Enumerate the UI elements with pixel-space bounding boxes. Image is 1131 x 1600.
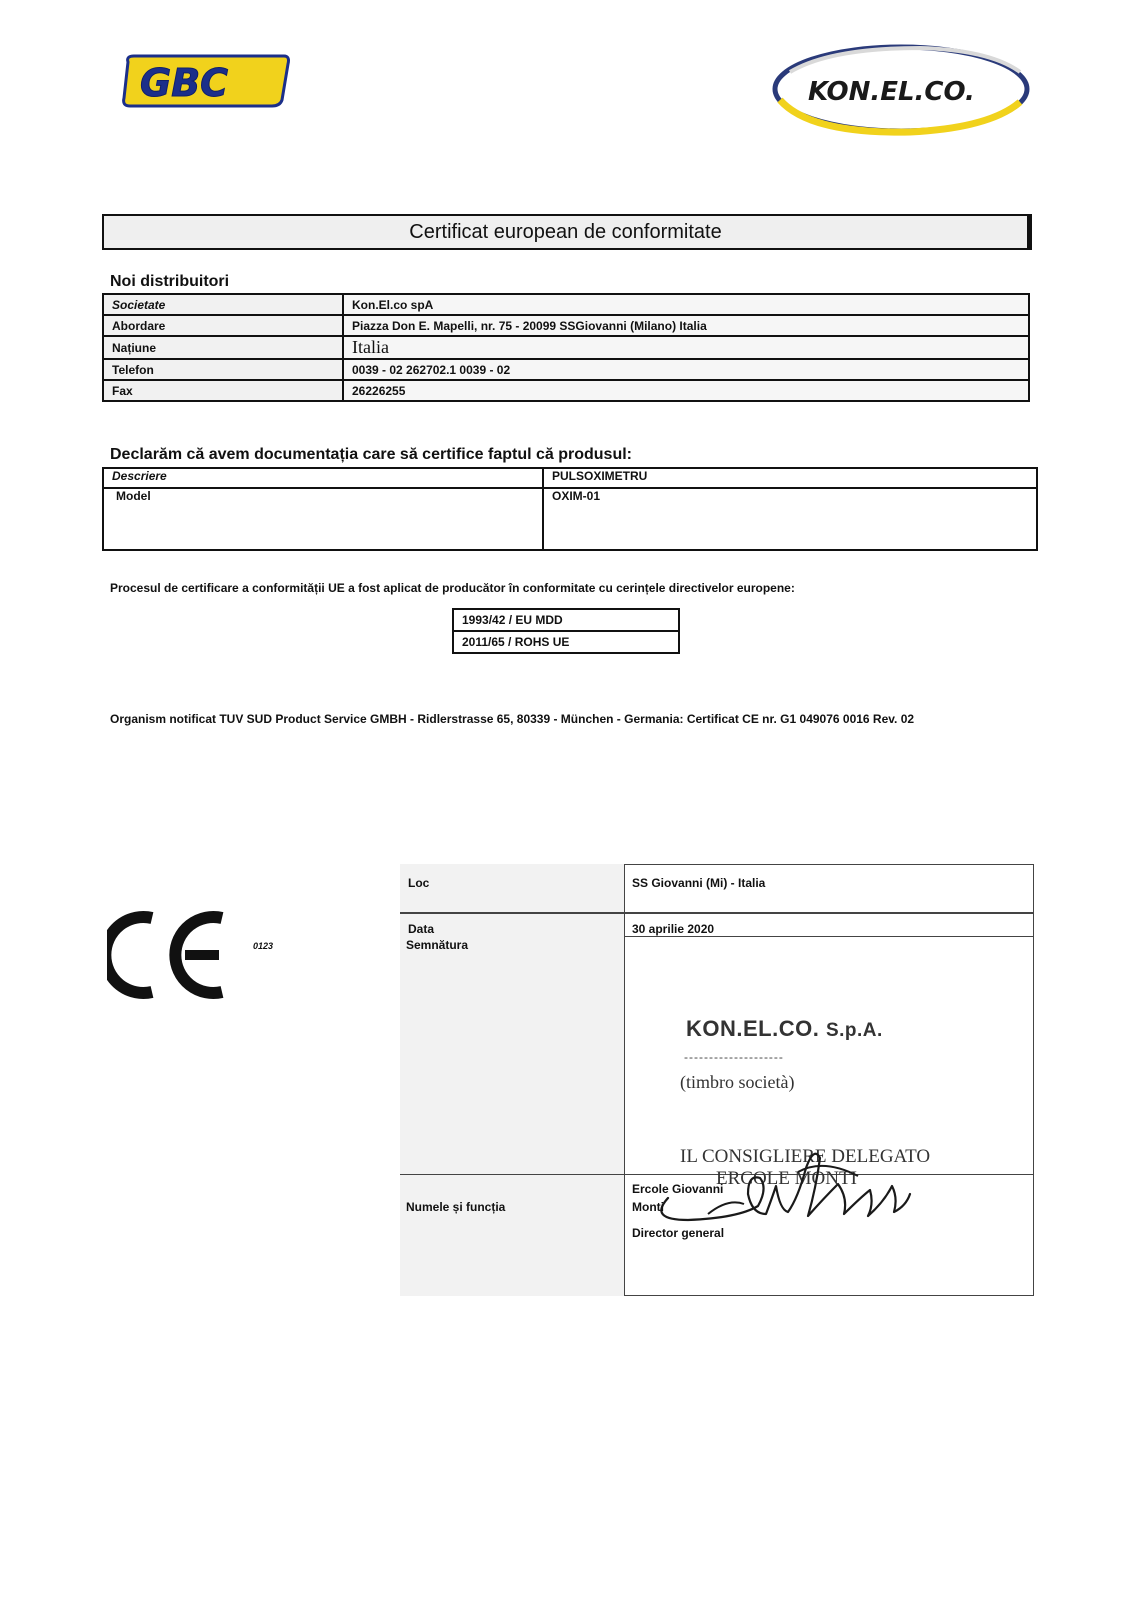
stamp-note: (timbro società) bbox=[680, 1072, 795, 1092]
description-label: Descriere bbox=[103, 468, 543, 488]
table-row bbox=[103, 315, 1029, 336]
divider bbox=[624, 864, 1034, 865]
phone-label: Telefon bbox=[103, 359, 343, 380]
company-label: Societate bbox=[103, 294, 343, 315]
konelco-logo-text: KON.EL.CO. bbox=[808, 77, 975, 107]
table-row bbox=[103, 468, 1037, 488]
gbc-logo bbox=[120, 52, 292, 110]
address-label: Abordare bbox=[103, 315, 343, 336]
signatory-name-line2: Monti bbox=[632, 1200, 664, 1214]
notified-body-text: Organism notificat TUV SUD Product Service GMBH - Ridlerstrasse 65, 80339 - München - Germania: Certificat CE nr. G1 049076 0016 Rev. 02 bbox=[110, 712, 915, 726]
address-value: Piazza Don E. Mapelli, nr. 75 - 20099 SSGiovanni (Milano) Italia bbox=[343, 315, 1029, 336]
table-row bbox=[103, 336, 1029, 359]
gbc-logo-text: GBC bbox=[140, 61, 229, 105]
process-text: Procesul de certificare a conformității UE a fost aplicat de producător în conformitate cu cerințele directivelor europene: bbox=[110, 581, 795, 595]
signature-label: Semnătura bbox=[406, 938, 469, 952]
stamp-dashes: -------------------- bbox=[684, 1050, 784, 1064]
handwritten-signature bbox=[648, 1128, 918, 1228]
directive-mdd: 1993/42 / EU MDD bbox=[453, 609, 679, 631]
signatory-function: Director general bbox=[632, 1226, 725, 1240]
nation-value: Italia bbox=[343, 336, 1029, 359]
directive-rohs: 2011/65 / ROHS UE bbox=[453, 631, 679, 653]
distributors-table bbox=[102, 293, 1030, 402]
divider bbox=[400, 912, 1034, 914]
directives-table bbox=[452, 608, 680, 654]
model-label: Model bbox=[103, 488, 543, 550]
company-value: Kon.El.co spA bbox=[343, 294, 1029, 315]
distributors-heading: Noi distribuitori bbox=[110, 273, 230, 290]
fax-value: 26226255 bbox=[343, 380, 1029, 401]
place-value: SS Giovanni (Mi) - Italia bbox=[632, 876, 766, 890]
model-value: OXIM-01 bbox=[543, 488, 1037, 550]
table-row bbox=[103, 380, 1029, 401]
table-row bbox=[103, 488, 1037, 550]
fax-label: Fax bbox=[103, 380, 343, 401]
page-title-text: Certificat european de conformitate bbox=[409, 220, 722, 243]
nation-label: Națiune bbox=[103, 336, 343, 359]
stamp-company bbox=[686, 1016, 883, 1042]
divider bbox=[624, 1295, 1034, 1296]
table-row bbox=[453, 631, 679, 653]
konelco-logo bbox=[770, 42, 1032, 137]
notified-body-number: 0123 bbox=[253, 941, 274, 951]
stamp-company-suffix: S.p.A. bbox=[825, 1020, 883, 1041]
description-value: PULSOXIMETRU bbox=[543, 468, 1037, 488]
name-function-label: Numele și funcția bbox=[406, 1200, 506, 1214]
ce-mark-icon bbox=[107, 910, 232, 1000]
place-label: Loc bbox=[408, 876, 430, 890]
date-label: Data bbox=[408, 922, 435, 936]
phone-value: 0039 - 02 262702.1 0039 - 02 bbox=[343, 359, 1029, 380]
stamp-name: ERCOLE MONTI bbox=[716, 1168, 857, 1189]
stamp-company-name: KON.EL.CO. bbox=[686, 1016, 820, 1041]
table-row bbox=[103, 359, 1029, 380]
declaration-heading: Declarăm că avem documentația care să certifice faptul că produsul: bbox=[110, 446, 632, 463]
signatory-name-line1: Ercole Giovanni bbox=[632, 1182, 724, 1196]
page-title bbox=[102, 214, 1032, 250]
table-row bbox=[103, 294, 1029, 315]
table-row bbox=[453, 609, 679, 631]
stamp-role: IL CONSIGLIERE DELEGATO bbox=[680, 1146, 931, 1167]
product-table bbox=[102, 467, 1038, 551]
signature-block bbox=[400, 864, 1034, 1296]
date-value: 30 aprilie 2020 bbox=[632, 922, 715, 936]
